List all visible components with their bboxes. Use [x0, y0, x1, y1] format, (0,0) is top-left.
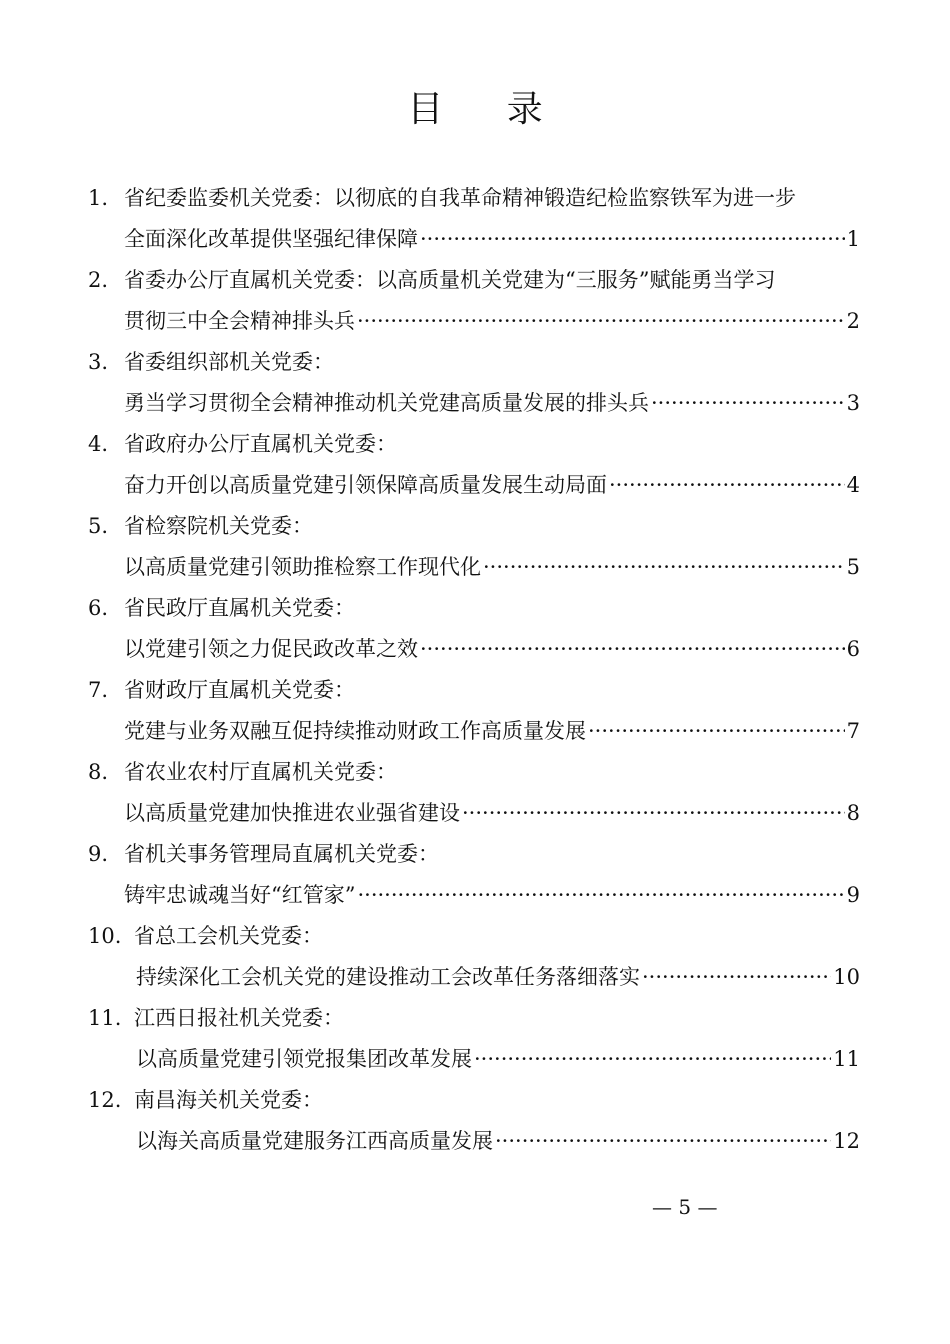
- entry-number: 7.: [88, 678, 109, 702]
- entry-title: 奋力开创以高质量党建引领保障高质量发展生动局面: [124, 473, 607, 497]
- leader-dots: [588, 711, 845, 752]
- toc-entry[interactable]: [88, 998, 860, 1080]
- entry-number: 2.: [88, 268, 109, 292]
- entry-title: 以高质量党建引领助推检察工作现代化: [124, 555, 481, 579]
- leader-dots: [495, 1121, 831, 1162]
- entry-heading: 省民政厅直属机关党委：: [124, 596, 355, 620]
- entry-page-number: 6: [846, 637, 860, 661]
- toc-entry[interactable]: [88, 834, 860, 916]
- entry-heading: 省检察院机关党委：: [124, 514, 313, 538]
- entry-number: 11.: [88, 1006, 122, 1030]
- leader-dots: [474, 1039, 831, 1080]
- entry-page-number: 7: [846, 719, 860, 743]
- entry-title: 铸牢忠诚魂当好“红管家”: [124, 883, 356, 907]
- leader-dots: [357, 875, 844, 916]
- entry-title: 全面深化改革提供坚强纪律保障: [124, 227, 418, 251]
- entry-page-number: 1: [846, 227, 860, 251]
- entry-heading: 省委组织部机关党委：: [124, 350, 334, 374]
- toc-entry[interactable]: [88, 506, 860, 588]
- entry-page-number: 3: [846, 391, 860, 415]
- entry-number: 5.: [88, 514, 109, 538]
- entry-number: 12.: [88, 1088, 122, 1112]
- entry-heading: 省农业农村厅直属机关党委：: [124, 760, 397, 784]
- entry-page-number: 2: [846, 309, 860, 333]
- entry-page-number: 10: [833, 965, 860, 989]
- entry-heading: 省机关事务管理局直属机关党委：: [124, 842, 439, 866]
- entry-title: 党建与业务双融互促持续推动财政工作高质量发展: [124, 719, 586, 743]
- leader-dots: [642, 957, 831, 998]
- entry-title: 以海关高质量党建服务江西高质量发展: [136, 1129, 493, 1153]
- entry-heading: 省委办公厅直属机关党委：以高质量机关党建为“三服务”赋能勇当学习: [124, 268, 776, 292]
- entry-page-number: 8: [846, 801, 860, 825]
- entry-heading: 省财政厅直属机关党委：: [124, 678, 355, 702]
- entry-title: 持续深化工会机关党的建设推动工会改革任务落细落实: [136, 965, 640, 989]
- entry-title: 以高质量党建加快推进农业强省建设: [124, 801, 460, 825]
- entry-number: 8.: [88, 760, 109, 784]
- entry-page-number: 5: [846, 555, 860, 579]
- leader-dots: [420, 629, 845, 670]
- entry-number: 9.: [88, 842, 109, 866]
- entry-number: 10.: [88, 924, 122, 948]
- leader-dots: [357, 301, 845, 342]
- toc-entry[interactable]: [88, 588, 860, 670]
- toc-title: 目 录: [407, 89, 569, 130]
- toc-entry[interactable]: [88, 752, 860, 834]
- entry-page-number: 11: [833, 1047, 860, 1071]
- entry-title: 勇当学习贯彻全会精神推动机关党建高质量发展的排头兵: [124, 391, 649, 415]
- toc-entry[interactable]: [88, 260, 860, 342]
- toc-entry[interactable]: [88, 178, 860, 260]
- leader-dots: [609, 465, 845, 506]
- entry-number: 4.: [88, 432, 109, 456]
- entry-number: 1.: [88, 186, 109, 210]
- entry-title: 贯彻三中全会精神排头兵: [124, 309, 355, 333]
- entry-heading: 江西日报社机关党委：: [134, 1006, 344, 1030]
- toc-list: [88, 178, 860, 1162]
- entry-page-number: 4: [846, 473, 860, 497]
- leader-dots: [651, 383, 845, 424]
- entry-number: 6.: [88, 596, 109, 620]
- entry-title: 以党建引领之力促民政改革之效: [124, 637, 418, 661]
- leader-dots: [462, 793, 845, 834]
- toc-entry[interactable]: [88, 916, 860, 998]
- toc-entry[interactable]: [88, 424, 860, 506]
- page-number-footer: — 5 —: [652, 1195, 718, 1219]
- entry-heading: 省纪委监委机关党委：以彻底的自我革命精神锻造纪检监察铁军为进一步: [124, 186, 796, 210]
- toc-entry[interactable]: [88, 342, 860, 424]
- entry-page-number: 12: [833, 1129, 860, 1153]
- entry-heading: 省政府办公厅直属机关党委：: [124, 432, 397, 456]
- leader-dots: [420, 219, 845, 260]
- leader-dots: [483, 547, 845, 588]
- toc-entry[interactable]: [88, 1080, 860, 1162]
- entry-title: 以高质量党建引领党报集团改革发展: [136, 1047, 472, 1071]
- entry-number: 3.: [88, 350, 109, 374]
- entry-page-number: 9: [846, 883, 860, 907]
- entry-heading: 南昌海关机关党委：: [134, 1088, 323, 1112]
- entry-heading: 省总工会机关党委：: [134, 924, 323, 948]
- toc-entry[interactable]: [88, 670, 860, 752]
